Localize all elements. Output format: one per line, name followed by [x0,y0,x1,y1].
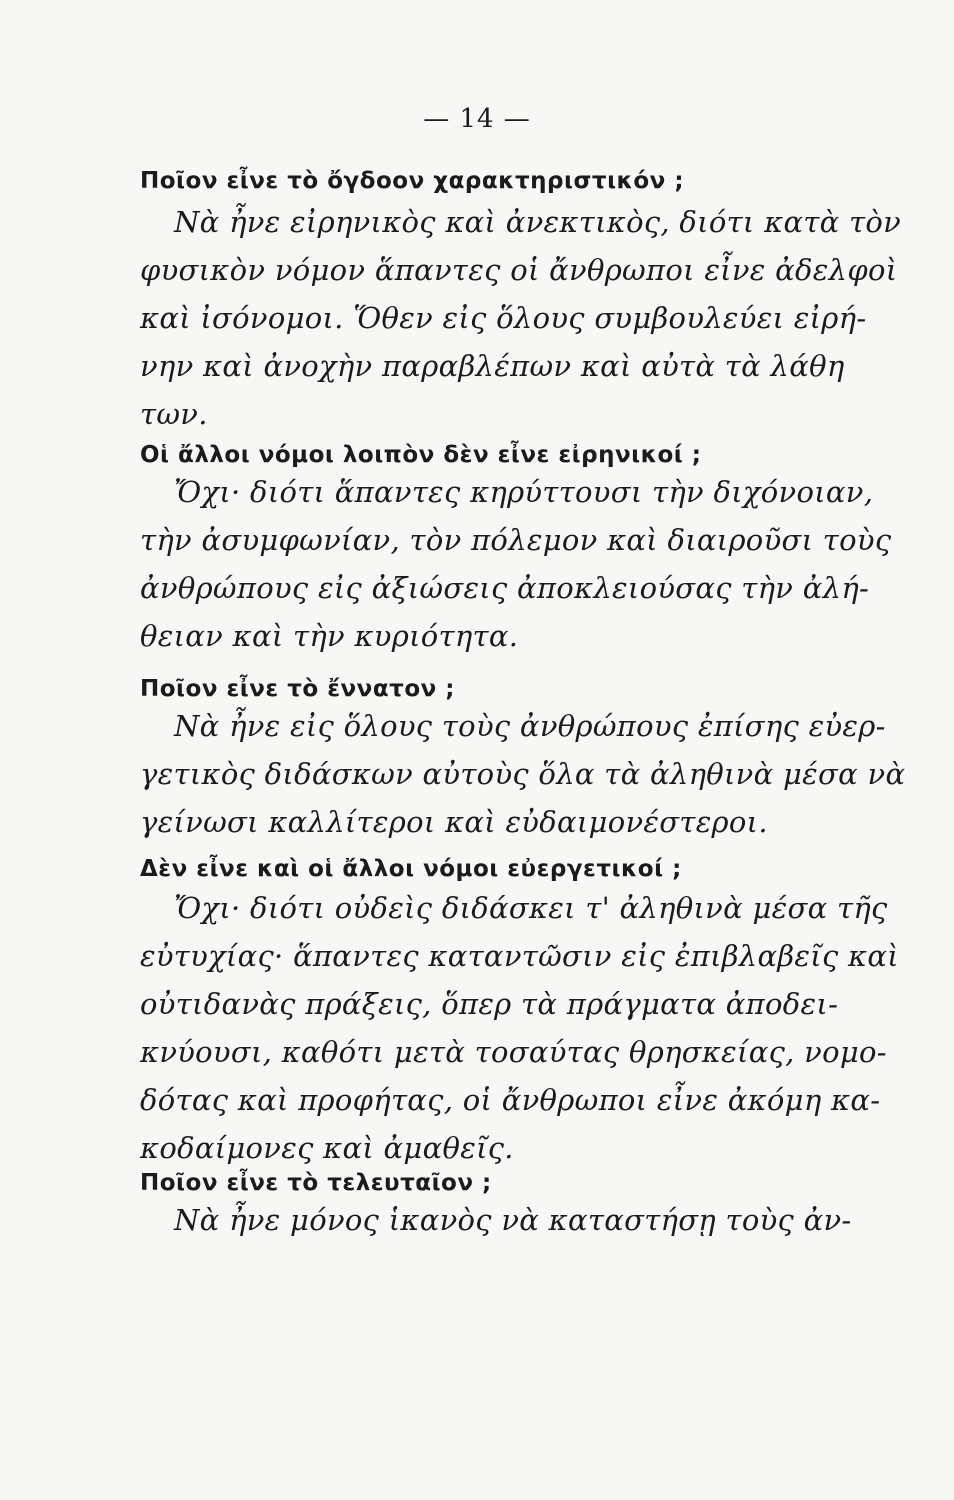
answer-paragraph [140,1196,852,1244]
answer-paragraph [140,468,892,660]
text-line: των. [140,397,208,431]
text-line: τὴν ἀσυμφωνίαν, τὸν πόλεμον καὶ διαιροῦσι τοὺς [140,523,892,557]
page-number: — 14 — [423,104,531,134]
text-line: κοδαίμονες καὶ ἀμαθεῖς. [140,1131,514,1165]
text-line: εὐτυχίας· ἅπαντες καταντῶσιν εἰς ἐπιβλαβεῖς καὶ [140,939,899,973]
text-line: φυσικὸν νόμον ἅπαντες οἱ ἄνθρωποι εἶνε ἀδελφοὶ [140,253,898,287]
text-line: Νὰ ἦνε εἰς ὅλους τοὺς ἀνθρώπους ἐπίσης εὐερ- [174,709,886,743]
text-line: κνύουσι, καθότι μετὰ τοσαύτας θρησκείας, νομο- [140,1035,887,1069]
text-line: Ὄχι· διότι ἅπαντες κηρύττουσι τὴν διχόνοιαν, [174,475,874,509]
text-line: νην καὶ ἀνοχὴν παραβλέπων καὶ αὐτὰ τὰ λάθη [140,349,845,383]
question-heading: Ποῖον εἶνε τὸ τελευταῖον ; [140,1170,492,1196]
question-heading: Δὲν εἶνε καὶ οἱ ἄλλοι νόμοι εὐεργετικοί ; [140,856,682,882]
text-line: Ὄχι· διότι οὐδεὶς διδάσκει τ' ἀληθινὰ μέσα τῆς [174,891,888,925]
text-line: γείνωσι καλλίτεροι καὶ εὐδαιμονέστεροι. [140,805,768,839]
answer-paragraph [140,884,899,1172]
question-heading: Ποῖον εἶνε τὸ ὄγδοον χαρακτηριστικόν ; [140,168,685,194]
text-line: θειαν καὶ τὴν κυριότητα. [140,619,519,653]
answer-paragraph [140,702,906,846]
question-heading: Οἱ ἄλλοι νόμοι λοιπὸν δὲν εἶνε εἰρηνικοί ; [140,442,702,468]
text-line: οὐτιδανὰς πράξεις, ὅπερ τὰ πράγματα ἀποδει- [140,987,839,1021]
text-line: Νὰ ἦνε μόνος ἱκανὸς νὰ καταστήσῃ τοὺς ἀν- [174,1203,852,1237]
text-line: Νὰ ἦνε εἰρηνικὸς καὶ ἀνεκτικὸς, διότι κατὰ τὸν [174,205,902,239]
question-heading: Ποῖον εἶνε τὸ ἔννατον ; [140,676,456,702]
text-line: ἀνθρώπους εἰς ἀξιώσεις ἀποκλειούσας τὴν ἀλή- [140,571,870,605]
text-line: δότας καὶ προφήτας, οἱ ἄνθρωποι εἶνε ἀκόμη κα- [140,1083,881,1117]
text-line: γετικὸς διδάσκων αὐτοὺς ὅλα τὰ ἀληθινὰ μέσα νὰ [140,757,906,791]
answer-paragraph [140,198,902,438]
text-line: καὶ ἰσόνομοι. Ὅθεν εἰς ὅλους συμβουλεύει εἰρή- [140,301,867,335]
